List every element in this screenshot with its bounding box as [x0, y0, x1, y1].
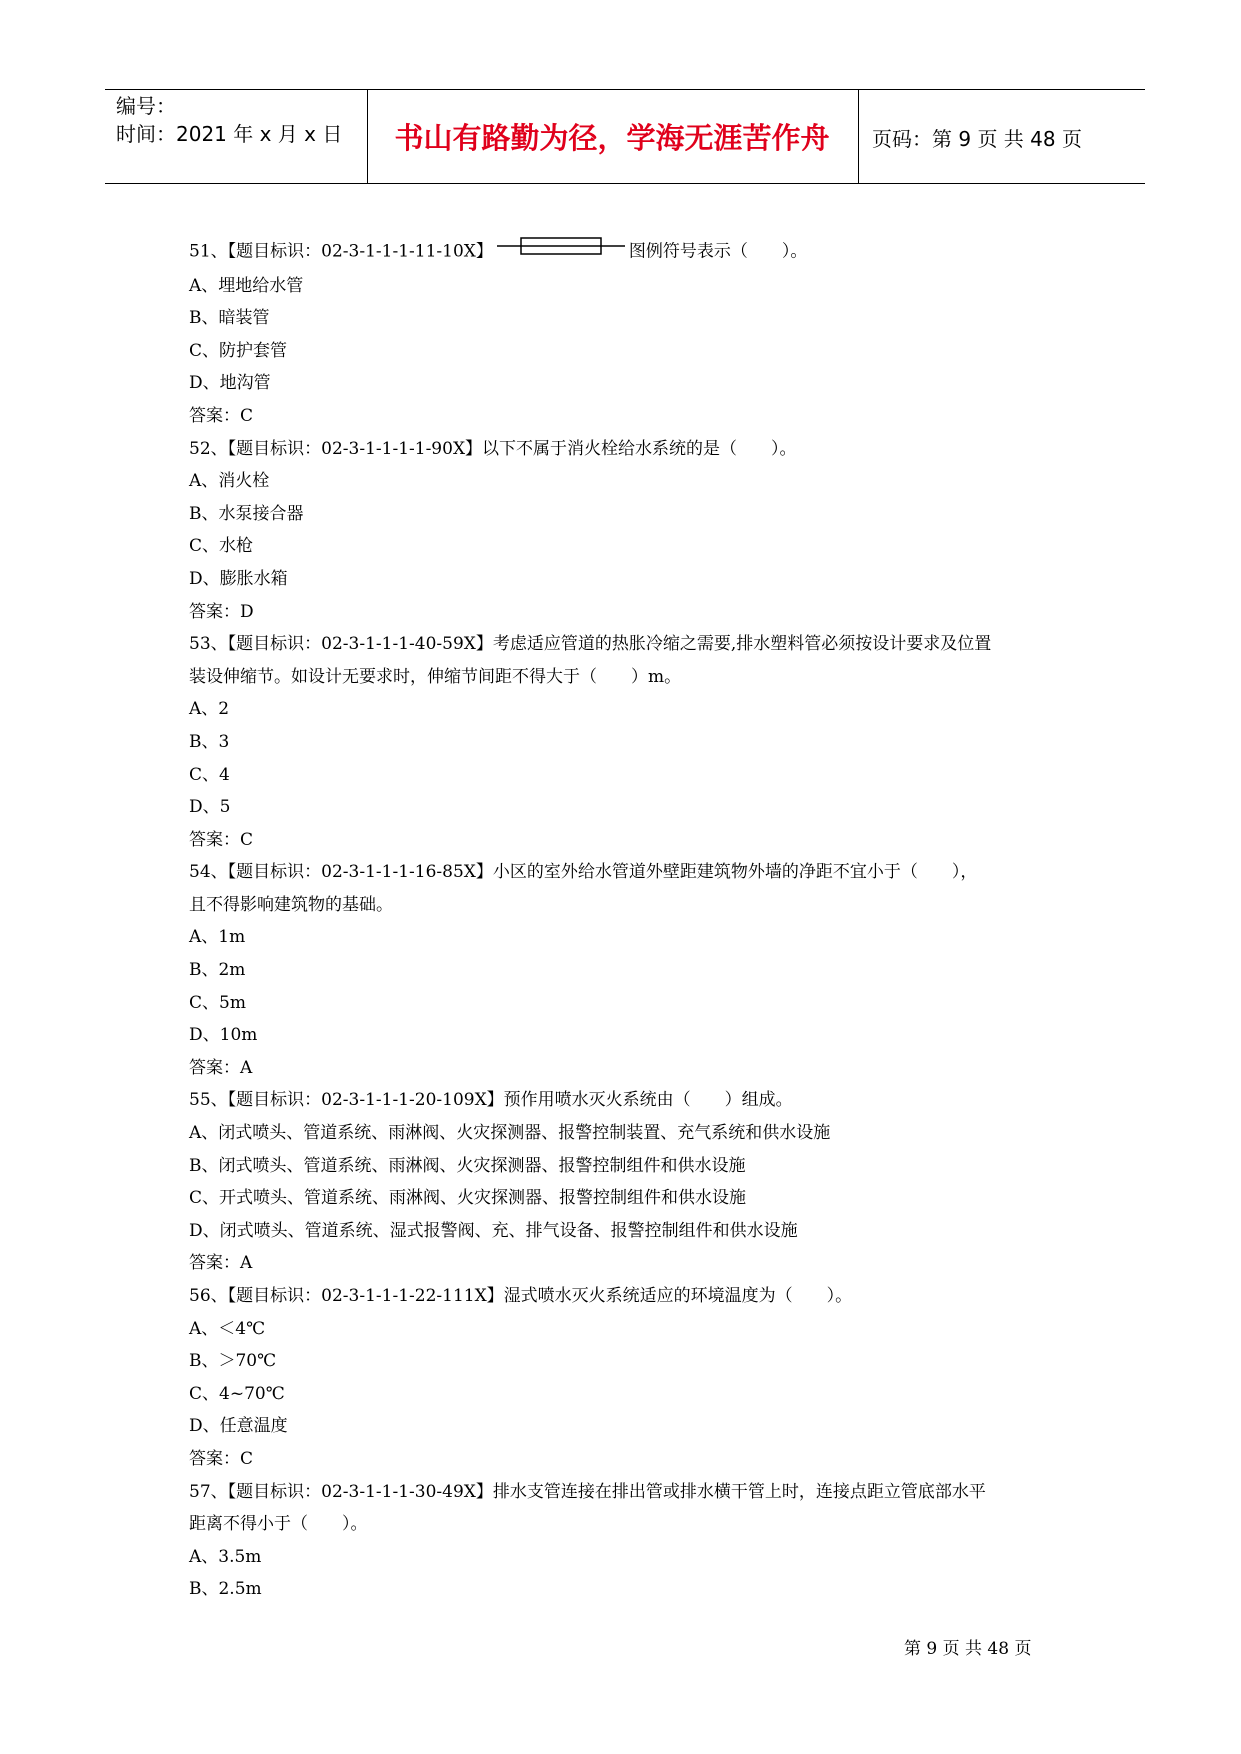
option: A、1m	[189, 927, 246, 948]
question-stem-continued: 装设伸缩节。如设计无要求时，伸缩节间距不得大于（ ）m。	[189, 666, 682, 687]
answer: 答案：A	[189, 1057, 253, 1078]
question-stem	[189, 234, 1069, 270]
number-label: 编号：	[116, 94, 176, 118]
option: A、2	[189, 699, 230, 720]
option: B、3	[189, 731, 230, 752]
header-bottom-rule	[105, 183, 1145, 184]
option: C、5m	[189, 992, 246, 1013]
option: C、水枪	[189, 536, 254, 557]
question-stem-continued: 且不得影响建筑物的基础。	[189, 894, 393, 915]
question-stem: 53、【题目标识：02-3-1-1-1-40-59X】考虑适应管道的热胀冷缩之需要,排水塑料管必须按设计要求及位置	[189, 634, 992, 655]
question-stem: 52、【题目标识：02-3-1-1-1-1-90X】以下不属于消火栓给水系统的是（ ）。	[189, 438, 797, 459]
option: A、3.5m	[189, 1546, 262, 1567]
header-meta	[116, 92, 342, 148]
option: B、＞70℃	[189, 1351, 277, 1372]
header-top-rule	[105, 89, 1145, 90]
header-page-label: 页码：第 9 页 共 48 页	[872, 127, 1082, 151]
header-divider-right	[858, 89, 859, 183]
option: A、闭式喷头、管道系统、雨淋阀、火灾探测器、报警控制装置、充气系统和供水设施	[189, 1123, 831, 1144]
option: D、10m	[189, 1025, 258, 1046]
question-stem: 56、【题目标识：02-3-1-1-1-22-111X】湿式喷水灭火系统适应的环境温度为（ ）。	[189, 1286, 853, 1306]
option: C、4	[189, 764, 230, 785]
option: C、4~70℃	[189, 1383, 285, 1404]
option: B、2.5m	[189, 1579, 262, 1600]
answer: 答案：A	[189, 1253, 253, 1274]
question-stem-prefix: 51、【题目标识：02-3-1-1-1-11-10X】	[189, 241, 493, 262]
option: D、地沟管	[189, 373, 271, 394]
option: D、任意温度	[189, 1416, 288, 1437]
option: D、膨胀水箱	[189, 568, 288, 589]
question-stem: 54、【题目标识：02-3-1-1-1-16-85X】小区的室外给水管道外壁距建筑物外墙的净距不宜小于（ ），	[189, 862, 978, 883]
option: A、＜4℃	[189, 1318, 266, 1339]
option: A、埋地给水管	[189, 275, 304, 296]
option: C、开式喷头、管道系统、雨淋阀、火灾探测器、报警控制组件和供水设施	[189, 1188, 747, 1209]
question-list	[189, 234, 1069, 1606]
answer: 答案：C	[189, 829, 254, 850]
option: B、水泵接合器	[189, 503, 304, 524]
answer: 答案：C	[189, 405, 254, 426]
page-footer: 第 9 页 共 48 页	[904, 1639, 1032, 1659]
option: D、5	[189, 797, 231, 818]
option: B、暗装管	[189, 308, 270, 329]
question-stem-suffix: 图例符号表示（ ）。	[628, 241, 808, 262]
answer: 答案：D	[189, 601, 254, 622]
option: A、消火栓	[189, 471, 270, 492]
question-stem: 55、【题目标识：02-3-1-1-1-20-109X】预作用喷水灭火系统由（ ）组成。	[189, 1090, 793, 1111]
protective-casing-pipe-symbol-icon	[497, 234, 625, 270]
question-stem-continued: 距离不得小于（ ）。	[189, 1514, 368, 1535]
option: B、闭式喷头、管道系统、雨淋阀、火灾探测器、报警控制组件和供水设施	[189, 1155, 746, 1176]
question-stem: 57、【题目标识：02-3-1-1-1-30-49X】排水支管连接在排出管或排水横干管上时，连接点距立管底部水平	[189, 1481, 986, 1502]
option: D、闭式喷头、管道系统、湿式报警阀、充、排气设备、报警控制组件和供水设施	[189, 1220, 798, 1241]
answer: 答案：C	[189, 1448, 254, 1469]
option: C、防护套管	[189, 340, 288, 361]
header-divider-left	[367, 89, 368, 183]
time-label: 时间：2021 年 x 月 x 日	[116, 122, 343, 146]
header-motto: 书山有路勤为径，学海无涯苦作舟	[394, 121, 830, 155]
option: B、2m	[189, 960, 246, 981]
